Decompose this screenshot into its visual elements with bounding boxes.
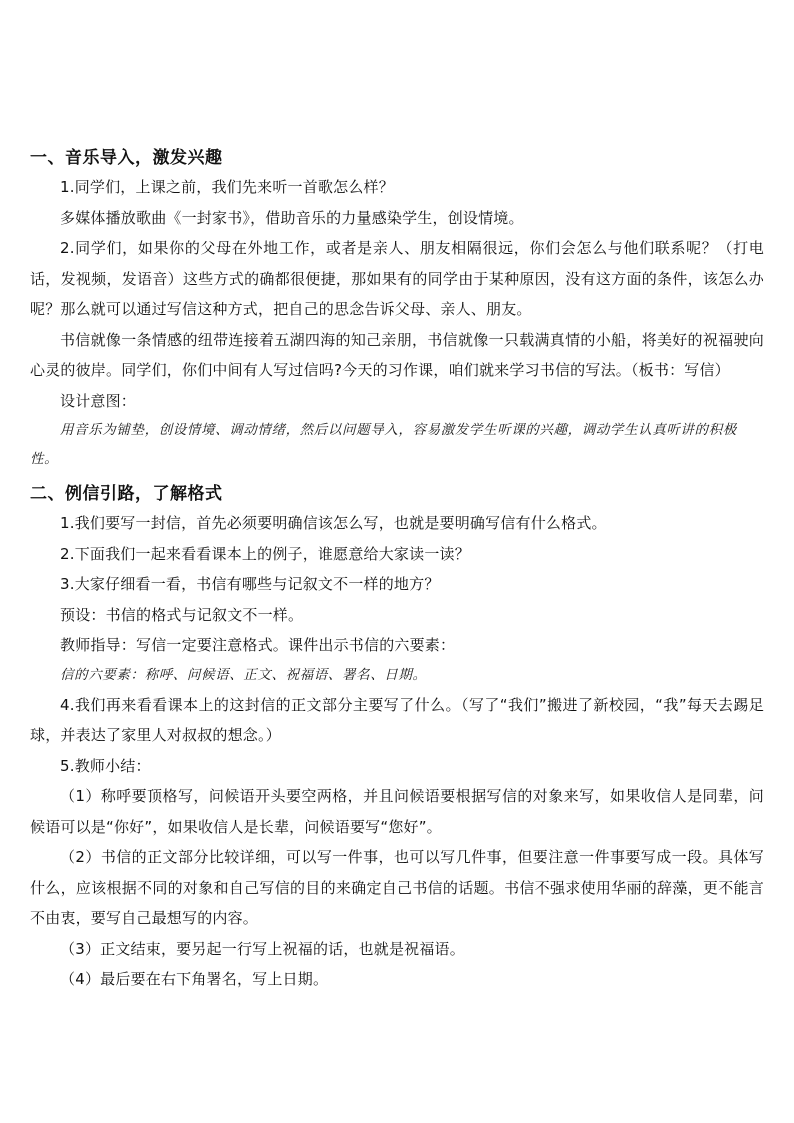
paragraph: （1）称呼要顶格写，问候语开头要空两格，并且问候语要根据写信的对象来写，如果收信人是同辈，问候语可以是“你好”，如果收信人是长辈，问候语要写“您好”。 [30, 787, 764, 836]
section-heading-letter-format: 二、例信引路，了解格式 [30, 484, 223, 504]
paragraph: 1.我们要写一封信，首先必须要明确信该怎么写，也就是要明确写信有什么格式。 [60, 514, 607, 532]
paragraph: 2.下面我们一起来看看课本上的例子，谁愿意给大家读一读？ [60, 544, 470, 563]
six-elements-note: 信的六要素：称呼、问候语、正文、祝福语、署名、日期。 [60, 666, 427, 683]
paragraph: 书信就像一条情感的纽带连接着五湖四海的知己亲朋，书信就像一只载满真情的小船，将美好的祝福驶向心灵的彼岸。同学们，你们中间有人写过信吗?今天的习作课，咱们就来学习书信的写法。（板书：写信） [30, 330, 764, 379]
section-heading-music-intro: 一、音乐导入，激发兴趣 [30, 148, 223, 168]
paragraph: 1.同学们，上课之前，我们先来听一首歌怎么样？ [60, 178, 394, 196]
design-intent-text: 用音乐为铺垫，创设情境、调动情绪，然后以问题导入，容易激发学生听课的兴趣，调动学生认真听讲的积极性。 [30, 422, 737, 467]
paragraph: 3.大家仔细看一看，书信有哪些与记叙文不一样的地方？ [60, 575, 440, 593]
paragraph: （4）最后要在右下角署名，写上日期。 [60, 970, 329, 988]
paragraph: 4.我们再来看看课本上的这封信的正文部分主要写了什么。（写了“我们”搬进了新校园，“我”每天去踢足球，并表达了家里人对叔叔的想念。） [30, 695, 764, 744]
paragraph: 预设：书信的格式与记叙文不一样。 [60, 605, 304, 624]
paragraph: 多媒体播放歌曲《一封家书》，借助音乐的力量感染学生，创设情境。 [60, 208, 524, 227]
paragraph: 5.教师小结： [60, 756, 151, 775]
paragraph: 教师指导：写信一定要注意格式。课件出示书信的六要素： [60, 636, 456, 654]
paragraph: 2.同学们，如果你的父母在外地工作，或者是亲人、朋友相隔很远，你们会怎么与他们联系呢？（打电话，发视频，发语音）这些方式的确都很便捷，那如果有的同学由于某种原因，没有这方面的条件，该怎么办呢？那么就可以通过写信这种方式，把自己的思念告诉父母、亲人、朋友。 [30, 239, 764, 318]
lesson-plan-body [30, 144, 764, 995]
paragraph: （2）书信的正文部分比较详细，可以写一件事，也可以写几件事，但要注意一件事要写成一段。具体写什么，应该根据不同的对象和自己写信的目的来确定自己书信的话题。书信不强求使用华丽的辞藻，更不能言不由衷，要写自己最想写的内容。 [30, 848, 764, 927]
paragraph: （3）正文结束，要另起一行写上祝福的话，也就是祝福语。 [60, 939, 465, 958]
design-intent-label: 设计意图： [60, 391, 137, 410]
